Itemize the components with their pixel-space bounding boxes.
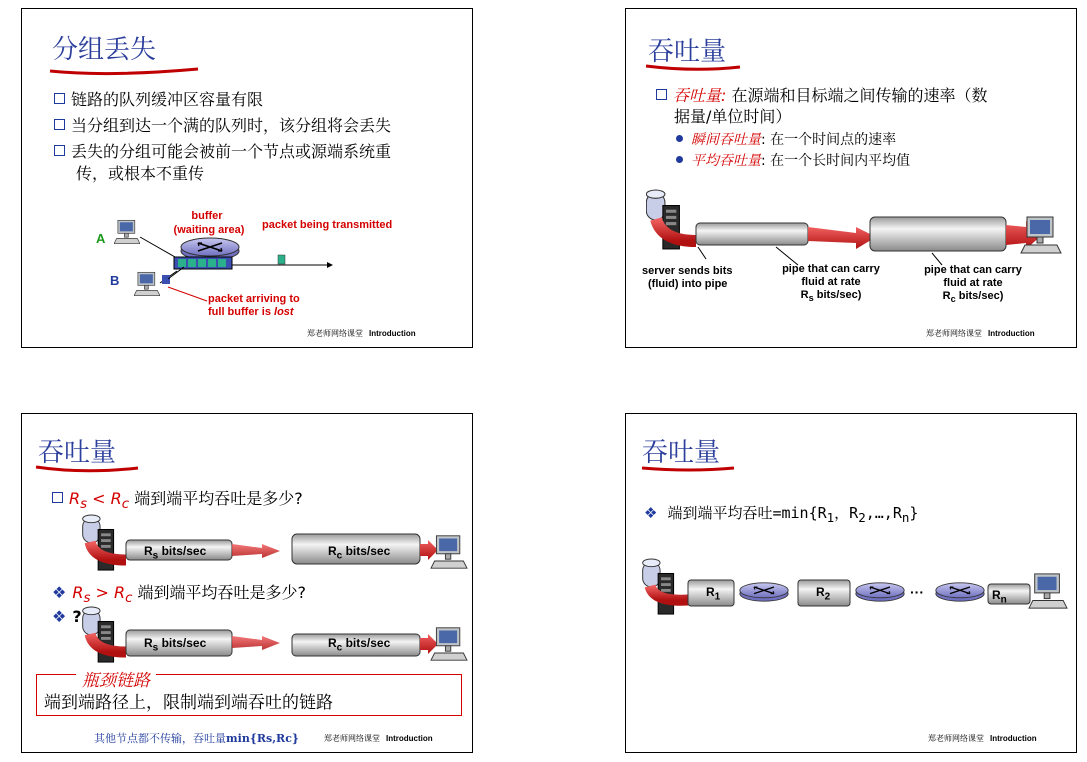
pipe-a-rc-label: $R_c$ bits/sec: [328, 544, 391, 562]
sub-bullet-average: 平均吞吐量: 在一个长时间内平均值: [676, 150, 910, 172]
slide-throughput-bottleneck: [21, 413, 473, 753]
pipe-b-rs-label: $R_s$ bits/sec: [144, 636, 207, 654]
question-rs-less-rc: $R_s < R_c$ 端到端平均吞吐是多少?: [52, 488, 303, 516]
pipe2-label-2: fluid at rate: [943, 277, 1003, 289]
transmitted-label: packet being transmitted: [262, 219, 393, 231]
footer: 郑老师网络课堂 Introduction: [928, 734, 1037, 743]
slide-packet-loss: [21, 8, 473, 348]
bottom-note: 其他节点都不传输，吞吐量min{Rs,Rc}: [94, 732, 299, 745]
host-a-label: A: [96, 231, 106, 246]
bullet-throughput: 吞吐量: 在源端和目标端之间传输的速率（数: [656, 85, 988, 107]
bullet-3: 丢失的分组可能会被前一个节点或源端系统重: [54, 141, 391, 163]
buffer-label: buffer: [191, 210, 223, 222]
pipe2-rate: $R_c$ bits/sec): [942, 290, 1004, 305]
link-r1-label: $R_1$: [706, 585, 721, 603]
footer: 郑老师网络课堂 Introduction: [324, 734, 433, 743]
waiting-area-label: (waiting area): [173, 224, 245, 236]
pipe-a-rs-label: $R_s$ bits/sec: [144, 544, 207, 562]
server-label-1: server sends bits: [642, 265, 733, 277]
bullet-1: 链路的队列缓冲区容量有限: [54, 89, 263, 111]
question-rs-greater-rc: ❖ $R_s > R_c$ 端到端平均吞吐是多少?: [52, 583, 307, 607]
link-rn-label: $R_n$: [992, 588, 1007, 606]
bottleneck-definition: 端到端路径上，限制端到端吞吐的链路: [44, 693, 333, 713]
multi-hop-diagram: [626, 414, 1077, 753]
slide-throughput-min: [625, 413, 1077, 753]
bullet-2: 当分组到达一个满的队列时，该分组将会丢失: [54, 115, 391, 137]
footer: 郑老师网络课堂 Introduction: [926, 329, 1035, 338]
link-r2-label: $R_2$: [816, 585, 831, 603]
arriving-label: packet arriving to: [208, 293, 300, 305]
host-b-label: B: [110, 273, 120, 288]
footer: 郑老师网络课堂 Introduction: [307, 329, 416, 338]
slide-title: 吞吐量: [648, 37, 727, 67]
pipe1-label-1: pipe that can carry: [782, 263, 880, 275]
slide-title: 分组丢失: [52, 35, 157, 65]
pipe1-label-2: fluid at rate: [801, 276, 861, 288]
full-buffer-label: full buffer is lost: [208, 306, 294, 318]
pipe1-rate: $R_s$ bits/sec): [800, 289, 862, 304]
server-label-2: (fluid) into pipe: [648, 278, 728, 290]
slide-title: 吞吐量: [38, 438, 117, 468]
slide-throughput-definition: [625, 8, 1077, 348]
ellipsis: ···: [910, 584, 924, 600]
bullet-throughput-cont: 据量/单位时间）: [674, 107, 792, 126]
pipe2-label-1: pipe that can carry: [924, 264, 1022, 276]
bullet-3-cont: 传，或根本不重传: [76, 164, 205, 183]
pipe-b-rc-label: $R_c$ bits/sec: [328, 636, 391, 654]
slide-title: 吞吐量: [642, 438, 721, 468]
question-mark: ❖ ?: [52, 607, 82, 626]
min-formula: ❖ 端到端平均吞吐$=\min\{R_1$，$R_2,\dots,R_n$}: [644, 504, 919, 525]
bottleneck-title: 瓶颈链路: [76, 666, 156, 691]
sub-bullet-instant: 瞬间吞吐量: 在一个时间点的速率: [676, 129, 896, 151]
